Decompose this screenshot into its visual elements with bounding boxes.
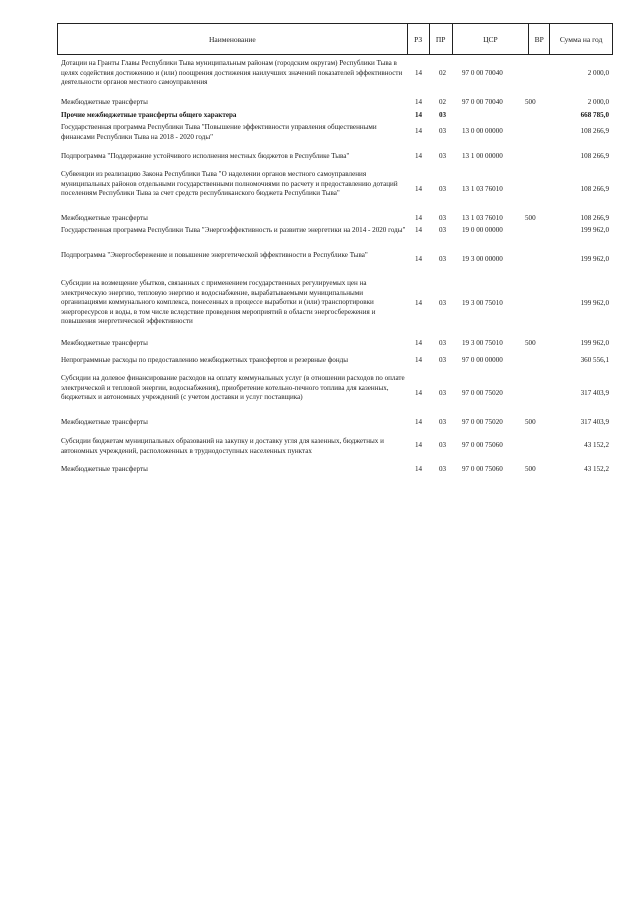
row-name: Межбюджетные трансферты (61, 214, 148, 222)
header-csr: ЦСР (453, 24, 530, 54)
row-rz: 14 (415, 69, 423, 77)
row-sum: 2 000,0 (587, 98, 609, 106)
row-pr: 03 (439, 111, 447, 119)
row-sum: 317 403,9 (580, 418, 609, 426)
row-sum: 360 556,1 (580, 356, 609, 364)
row-vr: 500 (525, 98, 536, 106)
row-name: Субсидии бюджетам муниципальных образований на закупку и доставку угля для казенных, бюджетных и автономных учреждений, расположенных в труднодоступных населенных пунктах (61, 437, 384, 455)
header-name: Наименование (58, 24, 408, 54)
row-csr: 13 0 00 00000 (462, 127, 503, 135)
row-pr: 03 (439, 441, 447, 449)
row-name: Государственная программа Республики Тыва "Повышение эффективности управления общественными финансами Республики Тыва на 2018 - 2020 годы" (61, 123, 377, 141)
row-sum: 199 962,0 (580, 339, 609, 347)
row-name: Подпрограмма "Поддержание устойчивого исполнения местных бюджетов в Республике Тыва" (61, 152, 350, 160)
row-name: Межбюджетные трансферты (61, 98, 148, 106)
row-rz: 14 (415, 111, 423, 119)
row-pr: 03 (439, 214, 447, 222)
row-name: Межбюджетные трансферты (61, 418, 148, 426)
header-rz: РЗ (408, 24, 430, 54)
row-rz: 14 (415, 255, 423, 263)
row-pr: 03 (439, 255, 447, 263)
row-name: Субсидии на долевое финансирование расходов на оплату коммунальных услуг (в отношении расходов по оплате электрической и тепловой энергии, водоснабжения), приобретение котельно-печного топлива для казенных, бюджетных и автономных учреждений (с учетом доставки и услуг поставщика) (61, 374, 405, 402)
row-pr: 03 (439, 127, 447, 135)
row-vr: 500 (525, 465, 536, 473)
row-rz: 14 (415, 127, 423, 135)
row-csr: 97 0 00 70040 (462, 98, 503, 106)
row-pr: 02 (439, 98, 447, 106)
row-csr: 19 3 00 75010 (462, 339, 503, 347)
row-vr: 500 (525, 339, 536, 347)
header-vr: ВР (529, 24, 550, 54)
row-sum: 43 152,2 (584, 465, 609, 473)
row-sum: 199 962,0 (580, 226, 609, 234)
row-csr: 19 3 00 00000 (462, 255, 503, 263)
row-name: Субвенции из реализацию Закона Республики Тыва "О наделении органов местного самоуправления муниципальных районов отдельными государственными полномочиями по расчету и предоставлению дотаций поселениям Республики Тыва за счет средств республиканского бюджета Республики Тыва" (61, 170, 398, 198)
header-sum: Сумма на год (559, 34, 603, 44)
row-rz: 14 (415, 185, 423, 193)
row-pr: 03 (439, 152, 447, 160)
row-name: Межбюджетные трансферты (61, 339, 148, 347)
row-name: Дотации на Гранты Главы Республики Тыва муниципальным районам (городским округам) Республики Тыва в целях содействия достижению и (или) поощрения достижения наилучших значений показателей эффективности деятельности органов местного самоуправления (61, 59, 403, 87)
row-pr: 02 (439, 69, 447, 77)
row-pr: 03 (439, 226, 447, 234)
row-rz: 14 (415, 226, 423, 234)
row-rz: 14 (415, 465, 423, 473)
row-rz: 14 (415, 356, 423, 364)
row-pr: 03 (439, 299, 447, 307)
row-rz: 14 (415, 98, 423, 106)
row-sum: 668 785,0 (580, 111, 609, 119)
row-csr: 19 0 00 00000 (462, 226, 503, 234)
row-rz: 14 (415, 418, 423, 426)
row-rz: 14 (415, 339, 423, 347)
row-csr: 97 0 00 00000 (462, 356, 503, 364)
row-rz: 14 (415, 441, 423, 449)
row-csr: 13 1 00 00000 (462, 152, 503, 160)
row-sum: 108 266,9 (580, 127, 609, 135)
row-rz: 14 (415, 214, 423, 222)
row-pr: 03 (439, 465, 447, 473)
row-csr: 13 1 03 76010 (462, 185, 503, 193)
row-name: Государственная программа Республики Тыва "Энергоэффективность и развитие энергетики на 2014 - 2020 годы" (61, 226, 406, 234)
row-name: Субсидии на возмещение убытков, связанных с применением государственных регулируемых цен на электрическую энергию, тепловую энергию и водоснабжение, вырабатываемыми муниципальными организациями коммунального комплекса, понесенных в процессе выработки и (или) транспортировки энергоресурсов и воды, в том числе вследствие проведения мероприятий в области энергосбережения и повышения энергетической эффективности (61, 279, 376, 326)
row-vr: 500 (525, 418, 536, 426)
row-name: Непрограммные расходы по предоставлению межбюджетных трансфертов и резервные фонды (61, 356, 349, 364)
row-sum: 108 266,9 (580, 214, 609, 222)
row-vr: 500 (525, 214, 536, 222)
row-sum: 199 962,0 (580, 299, 609, 307)
row-csr: 97 0 00 70040 (462, 69, 503, 77)
row-pr: 03 (439, 339, 447, 347)
row-csr: 97 0 00 75020 (462, 389, 503, 397)
row-csr: 97 0 00 75020 (462, 418, 503, 426)
row-sum: 43 152,2 (584, 441, 609, 449)
row-pr: 03 (439, 389, 447, 397)
row-pr: 03 (439, 418, 447, 426)
row-rz: 14 (415, 152, 423, 160)
table-header (57, 23, 613, 55)
row-name: Прочие межбюджетные трансферты общего характера (61, 111, 237, 119)
row-sum: 108 266,9 (580, 185, 609, 193)
row-csr: 19 3 00 75010 (462, 299, 503, 307)
row-sum: 108 266,9 (580, 152, 609, 160)
row-rz: 14 (415, 389, 423, 397)
row-sum: 2 000,0 (587, 69, 609, 77)
row-csr: 97 0 00 75060 (462, 441, 503, 449)
header-pr: ПР (430, 24, 453, 54)
row-pr: 03 (439, 185, 447, 193)
table-row (57, 59, 613, 88)
row-rz: 14 (415, 299, 423, 307)
row-csr: 97 0 00 75060 (462, 465, 503, 473)
row-csr: 13 1 03 76010 (462, 214, 503, 222)
row-name: Межбюджетные трансферты (61, 465, 148, 473)
row-sum: 199 962,0 (580, 255, 609, 263)
row-name: Подпрограмма "Энергосбережение и повышение энергетической эффективности в Республике Тыва" (61, 251, 368, 259)
row-sum: 317 403,9 (580, 389, 609, 397)
row-pr: 03 (439, 356, 447, 364)
